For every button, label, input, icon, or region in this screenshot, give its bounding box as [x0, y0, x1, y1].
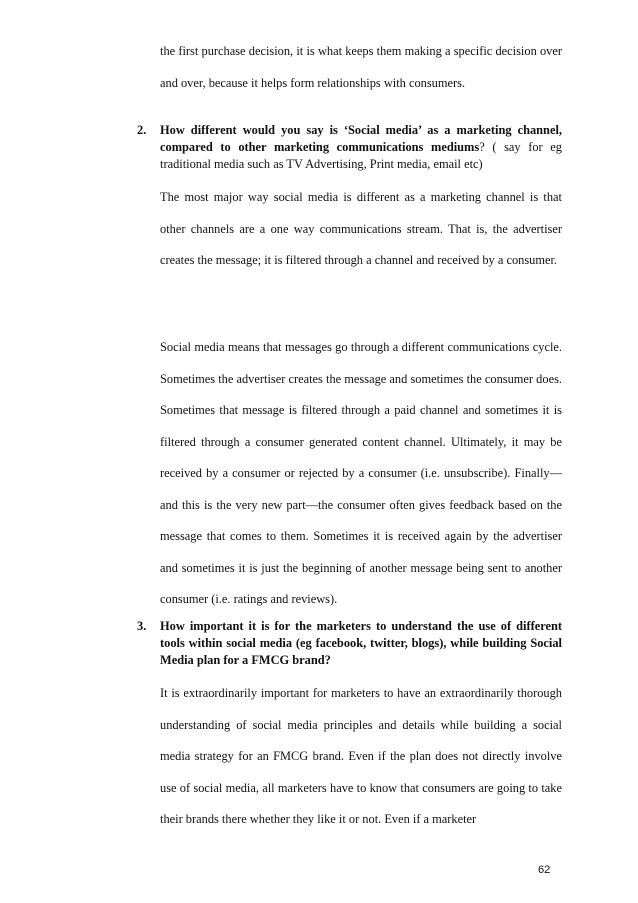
page-number: 62 [538, 864, 551, 876]
question-3-heading: How important it is for the marketers to understand the use of different tools within social media (eg facebook, twitter, blogs), while building Social Media plan for a FMCG brand? [160, 619, 562, 667]
question-2-bold-text: How different would you say is ‘Social media’ as a marketing channel, compared to other marketing communications mediums [160, 123, 562, 154]
answer-3-paragraph-1: It is extraordinarily important for marketers to have an extraordinarily thorough understanding of social media principles and details while building a social media strategy for an FMCG brand. Even if the plan does not directly involve use of social media, all marketers have to know that consumers are going to take their brands there whether they like it or not. Even if a marketer [160, 686, 562, 826]
question-2-regular-text: ? ( say for eg traditional media such as TV Advertising, Print media, email etc) [160, 140, 562, 171]
answer-2-paragraph-2: Social media means that messages go through a different communications cycle. Sometimes the advertiser creates the message and sometimes the consumer does. Sometimes that message is filtered through a paid channel and sometimes it is filtered through a consumer generated content channel. Ultimately, it may be received by a consumer or rejected by a consumer (i.e. unsubscribe). Finally—and this is the very new part—the consumer often gives feedback based on the message that comes to them. Sometimes it is received again by the advertiser and sometimes it is just the beginning of another message being sent to another consumer (i.e. ratings and reviews). [160, 340, 562, 606]
question-2-number: 2. [137, 123, 147, 137]
question-3-number: 3. [137, 619, 147, 633]
intro-paragraph: the first purchase decision, it is what keeps them making a specific decision over and over, because it helps form relationships with consumers. [160, 44, 562, 90]
question-2-heading [160, 122, 562, 173]
answer-2-paragraph-1: The most major way social media is different as a marketing channel is that other channels are a one way communications stream. That is, the advertiser creates the message; it is filtered through a channel and received by a consumer. [160, 190, 562, 267]
